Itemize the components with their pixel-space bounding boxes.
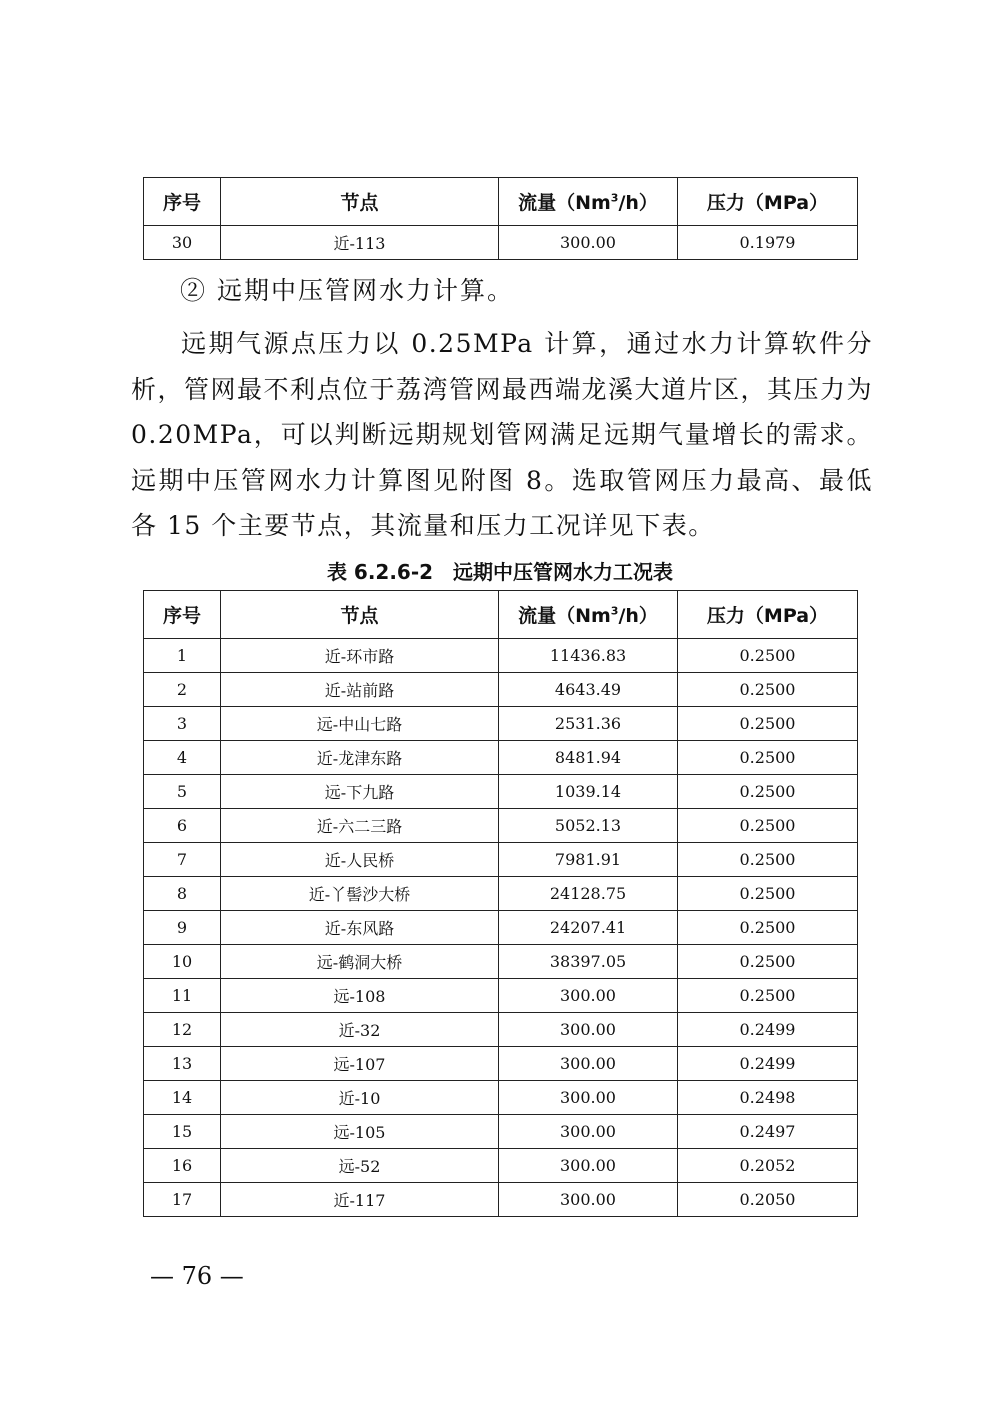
- cell-flow: 300.00: [499, 1115, 678, 1149]
- table-row: [144, 1183, 858, 1217]
- cell-pressure: 0.2500: [678, 639, 858, 673]
- cell-no: 4: [144, 741, 221, 775]
- cell-no: 16: [144, 1149, 221, 1183]
- cell-node: 近-六二三路: [221, 809, 499, 843]
- cell-pressure: 0.2499: [678, 1047, 858, 1081]
- cell-flow: 7981.91: [499, 843, 678, 877]
- table-row: [144, 843, 858, 877]
- table-row: [144, 707, 858, 741]
- cell-flow: 38397.05: [499, 945, 678, 979]
- table-row: [144, 979, 858, 1013]
- cell-flow: 300.00: [499, 1081, 678, 1115]
- header-row: [144, 591, 858, 639]
- header-flow: 流量（Nm$^3$/h）: [499, 178, 678, 226]
- cell-node: 远-52: [221, 1149, 499, 1183]
- header-row: [144, 178, 858, 226]
- cell-node: 远-105: [221, 1115, 499, 1149]
- cell-no: 6: [144, 809, 221, 843]
- table-row: [144, 1013, 858, 1047]
- cell-pressure: 0.2050: [678, 1183, 858, 1217]
- table-row: [144, 1047, 858, 1081]
- top-table-body: [144, 226, 858, 260]
- cell-flow: 2531.36: [499, 707, 678, 741]
- table-row: [144, 775, 858, 809]
- cell-pressure: 0.2500: [678, 877, 858, 911]
- main-table-body: [144, 639, 858, 1217]
- cell-pressure: 0.2500: [678, 911, 858, 945]
- cell-node: 远-下九路: [221, 775, 499, 809]
- cell-no: 8: [144, 877, 221, 911]
- cell-pressure: 0.2500: [678, 741, 858, 775]
- cell-no: 30: [144, 226, 221, 260]
- cell-pressure: 0.2498: [678, 1081, 858, 1115]
- header-no: 序号: [144, 591, 221, 639]
- cell-pressure: 0.2500: [678, 809, 858, 843]
- cell-pressure: 0.2500: [678, 843, 858, 877]
- table-row: [144, 1081, 858, 1115]
- header-node: 节点: [221, 591, 499, 639]
- main-table: [143, 590, 858, 1217]
- cell-no: 11: [144, 979, 221, 1013]
- body-paragraph: 远期气源点压力以 0.25MPa 计算，通过水力计算软件分析，管网最不利点位于荔湾管网最西端龙溪大道片区，其压力为 0.20MPa，可以判断远期规划管网满足远期气量增长的需求。远期中压管网水力计算图见附图 8。选取管网压力最高、最低各 15 个主要节点，其流量和压力工况详见下表。: [131, 329, 874, 540]
- cell-no: 1: [144, 639, 221, 673]
- cell-pressure: 0.2500: [678, 979, 858, 1013]
- cell-node: 近-环市路: [221, 639, 499, 673]
- cell-flow: 300.00: [499, 226, 678, 260]
- table-row: [144, 911, 858, 945]
- cell-pressure: 0.2497: [678, 1115, 858, 1149]
- cell-no: 7: [144, 843, 221, 877]
- cell-node: 近-站前路: [221, 673, 499, 707]
- cell-flow: 300.00: [499, 1183, 678, 1217]
- cell-node: 近-113: [221, 226, 499, 260]
- cell-flow: 1039.14: [499, 775, 678, 809]
- cell-node: 远-中山七路: [221, 707, 499, 741]
- cell-node: 近-龙津东路: [221, 741, 499, 775]
- header-no: 序号: [144, 178, 221, 226]
- cell-flow: 11436.83: [499, 639, 678, 673]
- table-row: [144, 945, 858, 979]
- table-caption: 表 6.2.6-2 远期中压管网水力工况表: [326, 560, 674, 584]
- cell-flow: 300.00: [499, 1047, 678, 1081]
- page-number: — 76 —: [150, 1262, 244, 1290]
- table-row: [144, 1115, 858, 1149]
- header-pressure: 压力（MPa）: [678, 591, 858, 639]
- cell-pressure: 0.2500: [678, 707, 858, 741]
- cell-pressure: 0.2500: [678, 775, 858, 809]
- cell-flow: 8481.94: [499, 741, 678, 775]
- cell-no: 2: [144, 673, 221, 707]
- table-row: [144, 809, 858, 843]
- cell-flow: 4643.49: [499, 673, 678, 707]
- cell-pressure: 0.2052: [678, 1149, 858, 1183]
- header-node: 节点: [221, 178, 499, 226]
- section-heading: ② 远期中压管网水力计算。: [180, 276, 514, 305]
- table-row: [144, 1149, 858, 1183]
- table-row: [144, 741, 858, 775]
- cell-flow: 24207.41: [499, 911, 678, 945]
- cell-no: 9: [144, 911, 221, 945]
- cell-node: 近-10: [221, 1081, 499, 1115]
- table-row: [144, 226, 858, 260]
- cell-node: 近-人民桥: [221, 843, 499, 877]
- cell-node: 近-东风路: [221, 911, 499, 945]
- cell-no: 17: [144, 1183, 221, 1217]
- cell-node: 近-32: [221, 1013, 499, 1047]
- table-row: [144, 877, 858, 911]
- cell-node: 远-鹤洞大桥: [221, 945, 499, 979]
- cell-flow: 300.00: [499, 979, 678, 1013]
- cell-pressure: 0.1979: [678, 226, 858, 260]
- cell-flow: 5052.13: [499, 809, 678, 843]
- cell-flow: 300.00: [499, 1013, 678, 1047]
- cell-no: 3: [144, 707, 221, 741]
- table-row: [144, 639, 858, 673]
- cell-no: 13: [144, 1047, 221, 1081]
- cell-no: 12: [144, 1013, 221, 1047]
- cell-flow: 24128.75: [499, 877, 678, 911]
- cell-pressure: 0.2499: [678, 1013, 858, 1047]
- cell-pressure: 0.2500: [678, 945, 858, 979]
- cell-flow: 300.00: [499, 1149, 678, 1183]
- header-pressure: 压力（MPa）: [678, 178, 858, 226]
- cell-no: 10: [144, 945, 221, 979]
- cell-no: 14: [144, 1081, 221, 1115]
- cell-node: 远-108: [221, 979, 499, 1013]
- cell-no: 5: [144, 775, 221, 809]
- top-table: [143, 177, 858, 260]
- header-flow: 流量（Nm$^3$/h）: [499, 591, 678, 639]
- cell-node: 远-107: [221, 1047, 499, 1081]
- cell-node: 近-117: [221, 1183, 499, 1217]
- cell-no: 15: [144, 1115, 221, 1149]
- table-row: [144, 673, 858, 707]
- cell-node: 近-丫髻沙大桥: [221, 877, 499, 911]
- cell-pressure: 0.2500: [678, 673, 858, 707]
